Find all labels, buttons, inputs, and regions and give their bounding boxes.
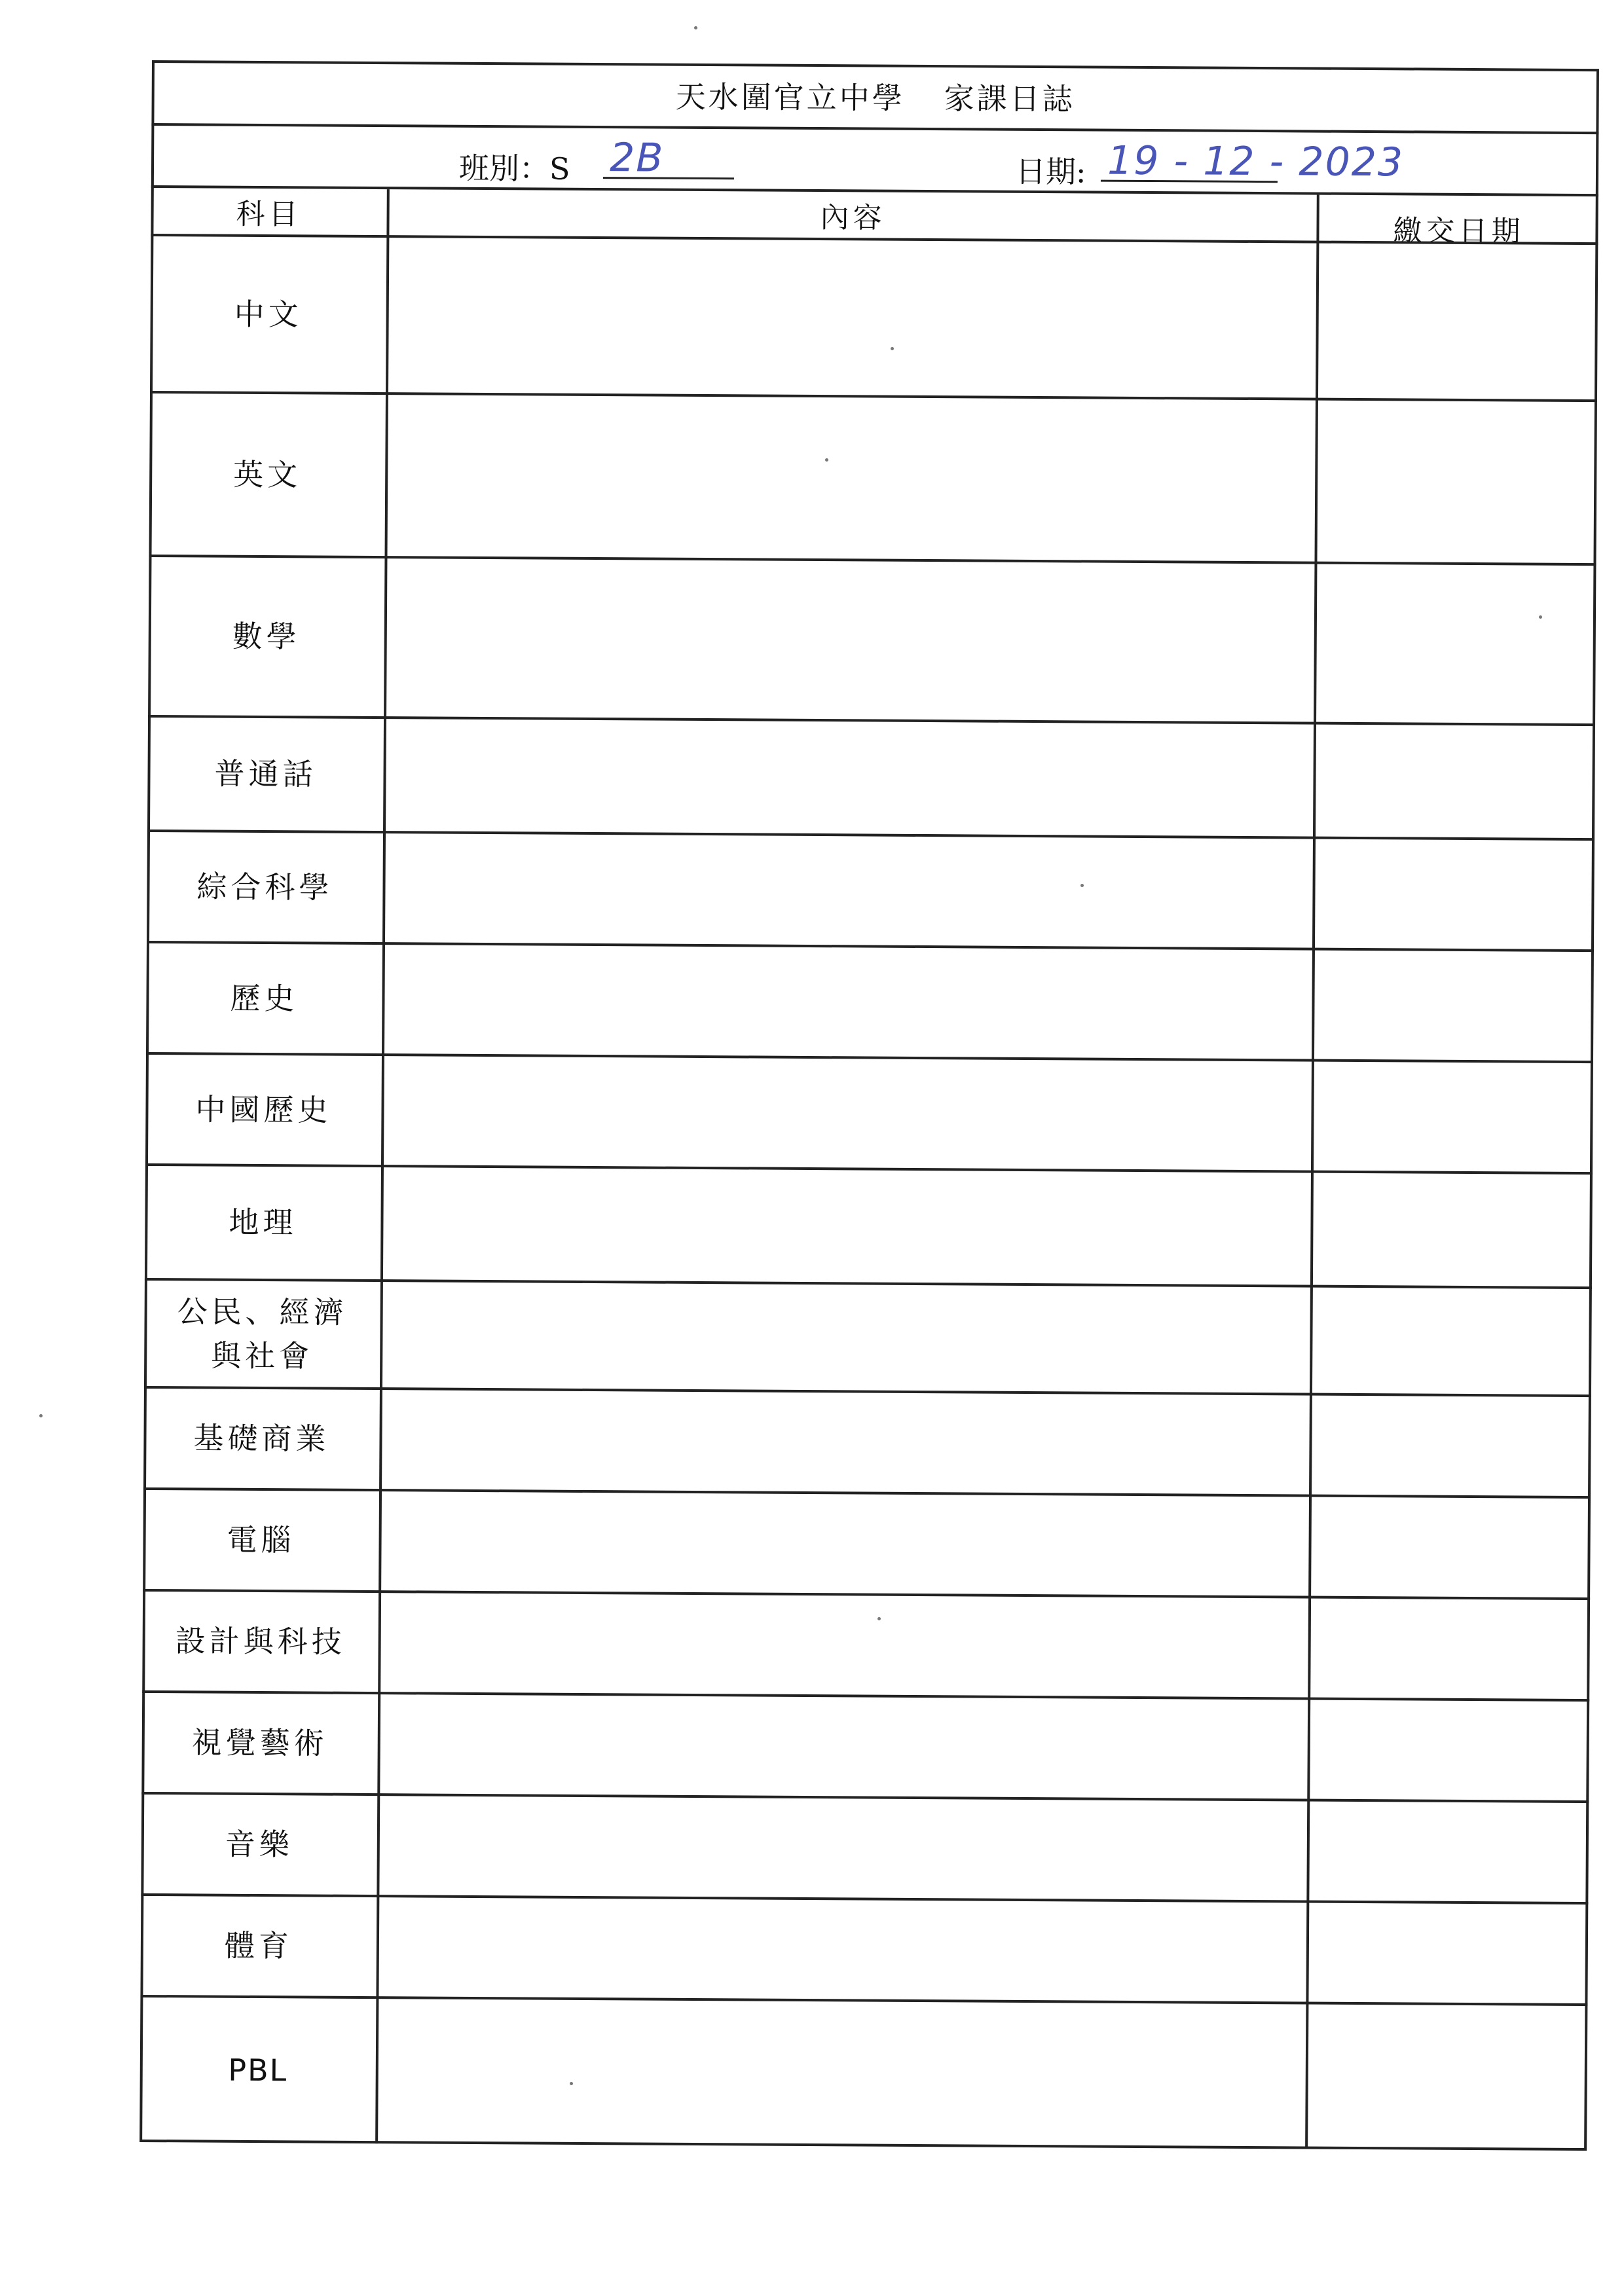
content-cell[interactable] [381,1491,1309,1595]
content-cell[interactable] [382,1282,1310,1393]
table-row [145,1052,1593,1172]
subject-cell: 地理 [229,1204,297,1241]
scan-speck [825,458,828,462]
subject-cell: 設計與科技 [175,1623,346,1660]
subject-cell: 基礎商業 [193,1420,330,1457]
class-value[interactable]: 2B [609,135,665,181]
content-cell[interactable] [380,1694,1308,1798]
table-row [145,1163,1593,1286]
due-date-cell[interactable] [1309,1802,1589,1903]
due-date-cell[interactable] [1312,1288,1592,1395]
content-cell[interactable] [386,558,1314,721]
content-cell[interactable] [383,1167,1311,1285]
date-value[interactable]: 19 - 12 - 2023 [1107,137,1405,186]
table-row [143,1386,1591,1496]
school-name: 天水圍官立中學 [675,79,905,116]
table-row [142,1589,1590,1699]
content-cell[interactable] [379,1796,1307,1900]
table-row [148,555,1596,723]
homework-table [139,188,1598,2151]
table-row [141,1690,1589,1800]
table-row [140,1893,1588,2003]
content-cell[interactable] [388,238,1316,397]
subject-cell: 電腦 [227,1522,295,1558]
header-due-date: 繳交日期 [1393,214,1524,249]
content-cell[interactable] [378,1897,1306,2001]
due-date-cell[interactable] [1316,564,1596,724]
header-content: 內容 [820,201,886,235]
due-date-cell[interactable] [1308,2005,1587,2151]
scan-speck [39,1414,43,1417]
content-cell[interactable] [378,1999,1306,2149]
due-date-cell[interactable] [1315,839,1595,950]
scan-speck [877,1617,881,1620]
date-label: 日期: [1015,153,1086,190]
table-row [147,829,1595,949]
scan-speck [570,2082,573,2085]
homework-log-sheet [139,60,1599,2151]
due-date-cell[interactable] [1313,1173,1593,1287]
subject-cell: PBL [228,2052,288,2088]
due-date-cell[interactable] [1308,1903,1588,2004]
due-date-cell[interactable] [1314,951,1594,1061]
due-date-cell[interactable] [1310,1700,1589,1801]
table-row [141,1792,1589,1902]
table-row [149,391,1597,563]
content-cell[interactable] [386,719,1314,836]
table-row [147,715,1595,838]
subject-cell: 普通話 [214,756,317,792]
due-date-cell[interactable] [1316,725,1595,839]
scan-speck [891,347,894,350]
subject-cell: 英文 [233,456,302,493]
content-cell[interactable] [384,1056,1312,1170]
scan-speck [694,26,697,29]
content-cell[interactable] [385,833,1313,947]
due-date-cell[interactable] [1311,1497,1591,1598]
subject-cell: 視覺藝術 [191,1724,328,1761]
table-row [146,941,1594,1061]
content-cell[interactable] [384,945,1312,1059]
content-cell[interactable] [382,1390,1310,1494]
due-date-cell[interactable] [1312,1396,1591,1497]
subject-cell: 歷史 [230,980,299,1017]
due-date-cell[interactable] [1314,1062,1593,1173]
table-row [143,1487,1591,1597]
subject-cell: 音樂 [225,1826,293,1863]
document-title: 家課日誌 [944,81,1075,117]
due-date-cell[interactable] [1318,244,1598,400]
info-row [151,126,1599,196]
content-cell[interactable] [380,1593,1308,1697]
subject-cell: 綜合科學 [196,869,333,905]
due-date-cell[interactable] [1310,1599,1590,1700]
title-row [151,60,1599,134]
subject-cell: 中國歷史 [195,1091,332,1128]
class-label: 班別：S [458,150,570,187]
scan-speck [1539,615,1542,619]
table-row [139,1995,1587,2151]
table-row [150,234,1598,399]
content-cell[interactable] [388,395,1316,561]
table-row [144,1278,1592,1394]
subject-cell: 體育 [224,1927,293,1964]
header-subject: 科目 [236,197,302,232]
due-date-cell[interactable] [1317,401,1596,564]
subject-cell: 中文 [234,296,303,333]
subject-cell: 數學 [232,618,301,655]
scan-speck [1080,884,1084,887]
subject-cell: 公民、經濟 與社會 [177,1294,348,1374]
